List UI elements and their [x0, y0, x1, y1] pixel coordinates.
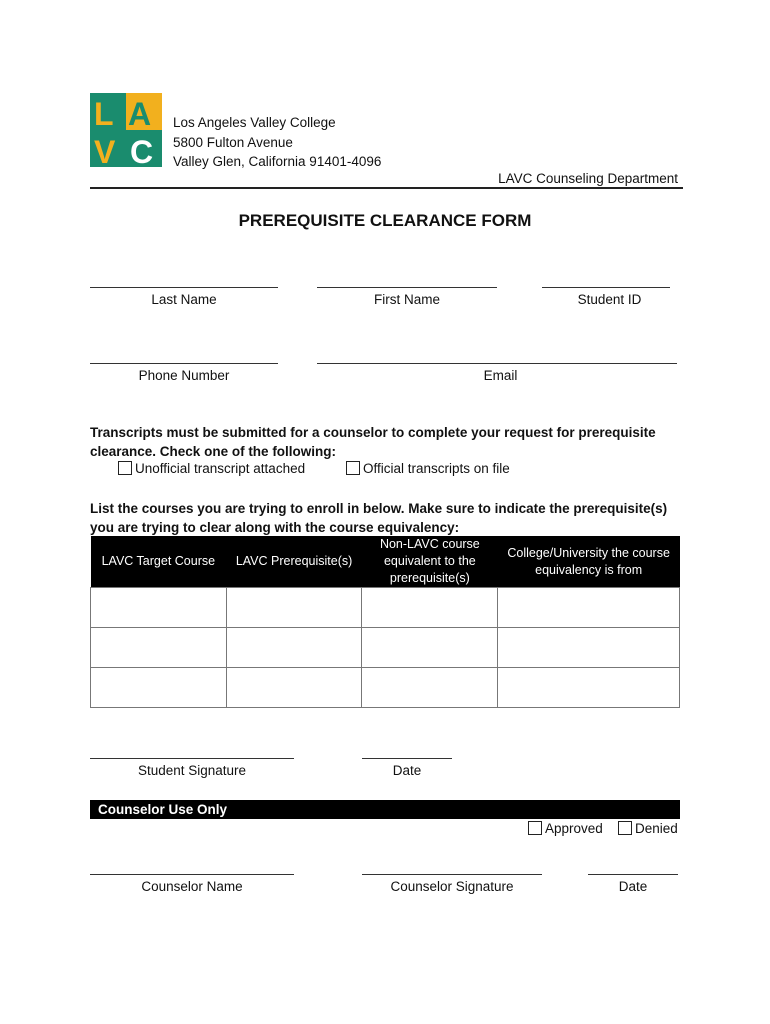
official-label: Official transcripts on file	[363, 461, 510, 476]
phone-field[interactable]	[90, 363, 278, 364]
unofficial-transcript-option[interactable]	[118, 461, 305, 476]
table-cell[interactable]	[498, 668, 680, 708]
counselor-date-label: Date	[618, 879, 648, 894]
unofficial-checkbox[interactable]	[118, 461, 132, 475]
denied-label: Denied	[635, 821, 678, 836]
form-title: PREREQUISITE CLEARANCE FORM	[238, 211, 532, 230]
unofficial-label: Unofficial transcript attached	[135, 461, 306, 476]
last-name-field[interactable]	[90, 287, 278, 288]
table-cell[interactable]	[226, 588, 362, 628]
col-target-course: LAVC Target Course	[91, 536, 227, 588]
table-row	[91, 628, 680, 668]
table-cell[interactable]	[226, 628, 362, 668]
table-row	[91, 588, 680, 628]
department-name: LAVC Counseling Department	[498, 171, 678, 186]
lavc-logo	[90, 93, 162, 167]
table-cell[interactable]	[91, 668, 227, 708]
official-transcript-option[interactable]	[346, 461, 510, 476]
student-signature-field[interactable]	[90, 758, 294, 759]
header-rule	[90, 187, 683, 189]
svg-text:A: A	[128, 96, 152, 132]
table-cell[interactable]	[226, 668, 362, 708]
phone-label: Phone Number	[138, 368, 230, 383]
counselor-use-label: Counselor Use Only	[98, 802, 228, 817]
college-city: Valley Glen, California 91401-4096	[173, 154, 382, 169]
first-name-label: First Name	[373, 292, 440, 307]
courses-instruction	[90, 499, 690, 537]
email-label: Email	[483, 368, 518, 383]
approved-option[interactable]	[528, 821, 603, 836]
denied-checkbox[interactable]	[618, 821, 632, 835]
table-cell[interactable]	[91, 628, 227, 668]
student-date-field[interactable]	[362, 758, 452, 759]
counselor-use-bar	[90, 800, 680, 819]
official-checkbox[interactable]	[346, 461, 360, 475]
table-row	[91, 668, 680, 708]
counselor-signature-field[interactable]	[362, 874, 542, 875]
transcript-instruction	[90, 423, 690, 461]
counselor-signature-label: Counselor Signature	[390, 879, 514, 894]
counselor-name-field[interactable]	[90, 874, 294, 875]
col-equivalency-college: College/University the course equivalency is from	[498, 536, 680, 588]
table-cell[interactable]	[362, 668, 498, 708]
transcript-instruction-line2: clearance. Check one of the following:	[90, 444, 337, 459]
courses-header-row	[91, 536, 680, 588]
college-street: 5800 Fulton Avenue	[173, 134, 293, 150]
svg-text:C: C	[130, 134, 154, 167]
student-date-label: Date	[392, 763, 422, 778]
denied-option[interactable]	[618, 821, 678, 836]
approved-label: Approved	[545, 821, 603, 836]
student-id-label: Student ID	[577, 292, 642, 307]
table-cell[interactable]	[362, 588, 498, 628]
table-cell[interactable]	[91, 588, 227, 628]
transcript-instruction-line1: Transcripts must be submitted for a counselor to complete your request for prerequisite	[90, 425, 656, 440]
first-name-field[interactable]	[317, 287, 497, 288]
table-cell[interactable]	[498, 588, 680, 628]
college-name: Los Angeles Valley College	[173, 115, 336, 130]
counselor-name-label: Counselor Name	[141, 879, 243, 894]
approved-checkbox[interactable]	[528, 821, 542, 835]
courses-table	[90, 536, 680, 708]
svg-text:L: L	[94, 96, 114, 132]
last-name-label: Last Name	[151, 292, 217, 307]
col-prerequisites: LAVC Prerequisite(s)	[226, 536, 362, 588]
counselor-date-field[interactable]	[588, 874, 678, 875]
table-cell[interactable]	[362, 628, 498, 668]
college-address	[173, 113, 381, 172]
col-non-lavc-equivalent: Non-LAVC course equivalent to the prerequisite(s)	[362, 536, 498, 588]
courses-instruction-line1: List the courses you are trying to enroll in below. Make sure to indicate the prerequisite(s)	[90, 501, 668, 516]
student-id-field[interactable]	[542, 287, 670, 288]
student-signature-label: Student Signature	[137, 763, 247, 778]
svg-text:V: V	[94, 134, 116, 167]
email-field[interactable]	[317, 363, 677, 364]
courses-instruction-line2: you are trying to clear along with the course equivalency:	[90, 520, 460, 535]
table-cell[interactable]	[498, 628, 680, 668]
